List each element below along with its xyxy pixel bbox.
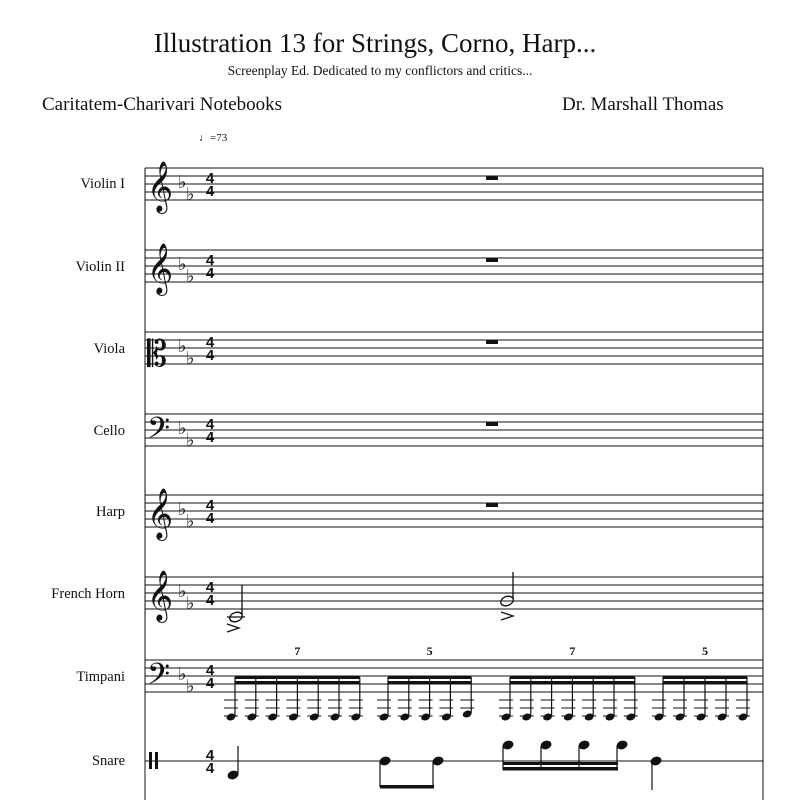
tuplet-number: 5 xyxy=(702,644,708,658)
flat-icon: ♭ xyxy=(186,266,195,287)
beam xyxy=(663,676,747,679)
flat-icon: ♭ xyxy=(186,676,195,697)
instrument-label-violin-2: Violin II xyxy=(75,259,125,275)
beam xyxy=(235,676,360,679)
flat-icon: ♭ xyxy=(178,499,187,520)
treble-clef-icon: 𝄞 xyxy=(147,488,174,539)
tuplet-number: 5 xyxy=(426,644,433,658)
quarter-note xyxy=(650,756,662,790)
treble-clef-icon: 𝄞 xyxy=(147,243,174,294)
instrument-label-timpani: Timpani xyxy=(76,669,125,685)
half-note xyxy=(227,585,245,623)
flat-icon: ♭ xyxy=(178,254,187,275)
flat-icon: ♭ xyxy=(178,581,187,602)
time-signature-denominator: 4 xyxy=(205,510,215,527)
bass-clef-icon: 𝄢 xyxy=(147,658,171,699)
beam xyxy=(510,681,635,684)
accent-mark xyxy=(501,612,513,620)
time-signature-numerator: 4 xyxy=(205,497,215,514)
flat-icon: ♭ xyxy=(186,348,195,369)
time-signature-numerator: 4 xyxy=(205,747,215,764)
flat-icon: ♭ xyxy=(186,430,195,451)
time-signature-denominator: 4 xyxy=(205,760,215,777)
score-title: Illustration 13 for Strings, Corno, Harp... xyxy=(153,28,597,58)
beam xyxy=(235,681,360,684)
flat-icon: ♭ xyxy=(186,593,195,614)
time-signature-numerator: 4 xyxy=(205,170,215,187)
instrument-label-french-horn: French Horn xyxy=(51,586,125,602)
time-signature-denominator: 4 xyxy=(205,592,215,609)
whole-rest xyxy=(486,422,498,426)
timpani-notes xyxy=(224,644,750,722)
staff-harp xyxy=(145,495,763,527)
instrument-label-cello: Cello xyxy=(93,423,125,439)
time-signature-numerator: 4 xyxy=(205,579,215,596)
flat-icon: ♭ xyxy=(186,511,195,532)
time-signature-denominator: 4 xyxy=(205,675,215,692)
time-signature-numerator: 4 xyxy=(205,416,215,433)
tuplet-number: 7 xyxy=(569,644,576,658)
instrument-label-violin-1: Violin I xyxy=(80,176,125,192)
bass-clef-icon: 𝄢 xyxy=(147,412,171,453)
flat-icon: ♭ xyxy=(178,664,187,685)
whole-rest xyxy=(486,258,498,262)
time-signature-numerator: 4 xyxy=(205,252,215,269)
staff-violin-1 xyxy=(145,168,763,200)
time-signature-denominator: 4 xyxy=(205,347,215,364)
flat-icon: ♭ xyxy=(178,418,187,439)
time-signature-denominator: 4 xyxy=(205,429,215,446)
beam xyxy=(388,676,471,679)
flat-icon: ♭ xyxy=(178,172,187,193)
tuplet-number: 7 xyxy=(294,644,301,658)
alto-clef-icon: 𝄡 xyxy=(147,334,168,375)
whole-rest xyxy=(486,176,498,180)
beam xyxy=(510,676,635,679)
accent-mark xyxy=(227,624,239,632)
beam xyxy=(663,681,747,684)
collection-name: Caritatem-Charivari Notebooks xyxy=(42,94,283,115)
quarter-note xyxy=(227,746,239,780)
whole-rest xyxy=(486,340,498,344)
staff-viola xyxy=(145,332,763,364)
flat-icon: ♭ xyxy=(178,336,187,357)
instrument-label-harp: Harp xyxy=(96,504,125,520)
staff-french-horn xyxy=(145,577,763,609)
time-signature-numerator: 4 xyxy=(205,334,215,351)
score-subtitle: Screenplay Ed. Dedicated to my conflictors and critics... xyxy=(227,63,533,78)
sixteenth-note-group xyxy=(502,740,628,771)
staff-cello xyxy=(145,414,763,446)
instrument-label-snare: Snare xyxy=(91,753,125,769)
beam xyxy=(388,681,471,684)
treble-clef-icon: 𝄞 xyxy=(147,570,174,621)
tempo-value: =73 xyxy=(210,132,228,144)
time-signature-numerator: 4 xyxy=(205,662,215,679)
time-signature-denominator: 4 xyxy=(205,183,215,200)
whole-rest xyxy=(486,503,498,507)
flat-icon: ♭ xyxy=(186,184,195,205)
time-signature-denominator: 4 xyxy=(205,265,215,282)
staff-violin-2 xyxy=(145,250,763,282)
treble-clef-icon: 𝄞 xyxy=(147,161,174,212)
composer-name: Dr. Marshall Thomas xyxy=(562,94,724,115)
quarter-note-icon: ♩ xyxy=(199,132,210,144)
instrument-label-viola: Viola xyxy=(93,341,125,357)
